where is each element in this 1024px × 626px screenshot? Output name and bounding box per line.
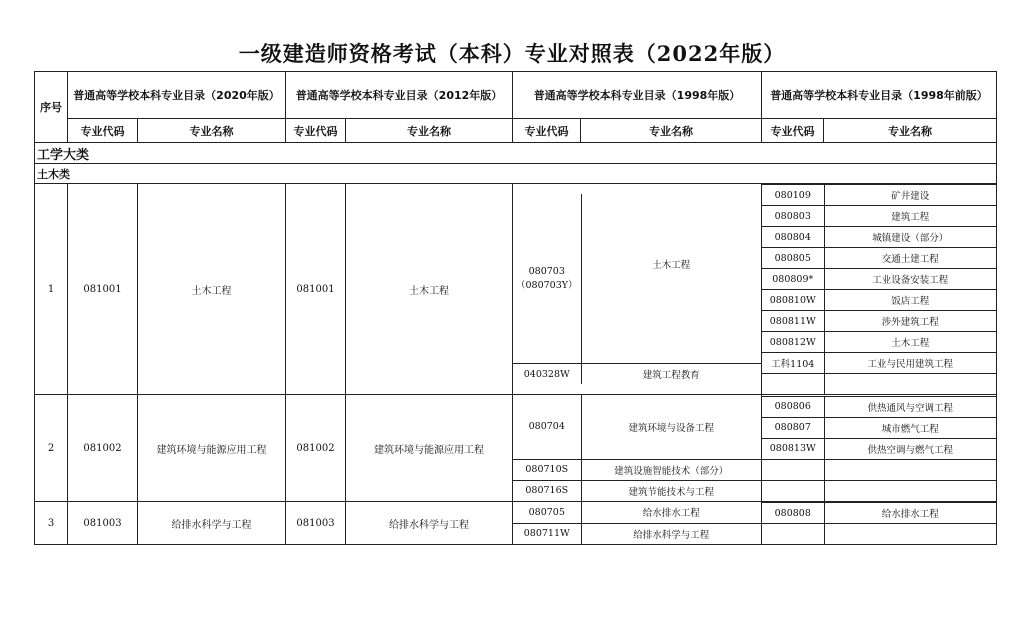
name-pre1998: 工业与民用建筑工程 xyxy=(824,353,996,374)
code-2020: 081002 xyxy=(68,395,138,502)
header-seq: 序号 xyxy=(35,72,68,143)
name-2020: 土木工程 xyxy=(138,184,286,395)
list-item xyxy=(762,438,996,459)
header-name: 专业名称 xyxy=(138,119,286,143)
header-name: 专业名称 xyxy=(346,119,513,143)
subcategory-row xyxy=(35,164,997,184)
list-item xyxy=(762,396,996,417)
list-item xyxy=(762,332,996,353)
code-pre1998: 080808 xyxy=(762,503,824,524)
name-pre1998: 矿井建设 xyxy=(824,185,996,206)
header-code: 专业代码 xyxy=(68,119,138,143)
category-main: 工学大类 xyxy=(35,143,997,164)
name-1998: 建筑节能技术与工程 xyxy=(581,480,761,501)
header-catalog-2020: 普通高等学校本科专业目录（2020年版） xyxy=(68,72,286,119)
name-pre1998: 城市燃气工程 xyxy=(824,417,996,438)
list-item xyxy=(762,290,996,311)
header-code: 专业代码 xyxy=(286,119,346,143)
code-2012: 081002 xyxy=(286,395,346,502)
header-catalog-2012: 普通高等学校本科专业目录（2012年版） xyxy=(286,72,513,119)
list-item xyxy=(762,503,996,524)
list-item xyxy=(762,311,996,332)
name-pre1998: 土木工程 xyxy=(824,332,996,353)
name-2012: 建筑环境与能源应用工程 xyxy=(346,395,513,502)
code-pre1998: 080807 xyxy=(762,417,824,438)
name-1998: 给水排水工程 xyxy=(581,502,761,523)
code-pre1998: 080803 xyxy=(762,206,824,227)
header-catalog-pre1998: 普通高等学校本科专业目录（1998年前版） xyxy=(762,72,997,119)
code-2012: 081003 xyxy=(286,502,346,545)
name-1998: 土木工程 xyxy=(581,194,761,364)
category-row xyxy=(35,143,997,164)
code-1998: 040328W xyxy=(513,364,581,385)
list-item xyxy=(762,206,996,227)
code-2012: 081001 xyxy=(286,184,346,395)
code-2020: 081001 xyxy=(68,184,138,395)
name-2020: 建筑环境与能源应用工程 xyxy=(138,395,286,502)
code-1998: 080716S xyxy=(513,480,581,501)
empty-row xyxy=(762,480,996,501)
list-item xyxy=(513,480,761,501)
list-item xyxy=(762,185,996,206)
catalog-pre1998-cell xyxy=(762,502,997,545)
name-pre1998: 供热通风与空调工程 xyxy=(824,396,996,417)
header-name: 专业名称 xyxy=(581,119,762,143)
code-pre1998: 080809* xyxy=(762,269,824,290)
name-pre1998: 城镇建设（部分） xyxy=(824,227,996,248)
list-item xyxy=(513,194,761,364)
code-1998: 080705 xyxy=(513,502,581,523)
code-1998: 080711W xyxy=(513,523,581,544)
header-name: 专业名称 xyxy=(824,119,997,143)
name-pre1998: 交通土建工程 xyxy=(824,248,996,269)
code-1998: 080703 （080703Y） xyxy=(513,194,581,364)
list-item xyxy=(513,395,761,459)
code-pre1998: 080811W xyxy=(762,311,824,332)
catalog-1998-cell xyxy=(513,502,762,545)
code-pre1998: 080812W xyxy=(762,332,824,353)
name-1998: 建筑环境与设备工程 xyxy=(581,395,761,459)
header-code: 专业代码 xyxy=(762,119,824,143)
table-row xyxy=(35,502,997,545)
name-1998: 建筑工程教育 xyxy=(581,364,761,385)
list-item xyxy=(513,459,761,480)
code-1998: 080710S xyxy=(513,459,581,480)
name-pre1998: 给水排水工程 xyxy=(824,503,996,524)
code-pre1998: 080109 xyxy=(762,185,824,206)
seq-cell: 2 xyxy=(35,395,68,502)
name-2012: 土木工程 xyxy=(346,184,513,395)
name-2012: 给排水科学与工程 xyxy=(346,502,513,545)
empty-row xyxy=(762,459,996,480)
empty-row xyxy=(762,374,996,395)
code-pre1998: 080806 xyxy=(762,396,824,417)
name-pre1998: 工业设备安装工程 xyxy=(824,269,996,290)
code-pre1998: 080813W xyxy=(762,438,824,459)
header-row-2 xyxy=(35,119,997,143)
list-item xyxy=(513,364,761,385)
header-code: 专业代码 xyxy=(513,119,581,143)
list-item xyxy=(762,269,996,290)
name-1998: 建筑设施智能技术（部分） xyxy=(581,459,761,480)
code-2020: 081003 xyxy=(68,502,138,545)
table-row xyxy=(35,395,997,502)
name-2020: 给排水科学与工程 xyxy=(138,502,286,545)
name-pre1998: 建筑工程 xyxy=(824,206,996,227)
header-catalog-1998: 普通高等学校本科专业目录（1998年版） xyxy=(513,72,762,119)
category-sub: 土木类 xyxy=(35,164,997,184)
code-1998: 080704 xyxy=(513,395,581,459)
empty-row xyxy=(762,524,996,545)
code-pre1998: 工科1104 xyxy=(762,353,824,374)
catalog-pre1998-cell xyxy=(762,395,997,502)
code-pre1998: 080804 xyxy=(762,227,824,248)
list-item xyxy=(762,353,996,374)
list-item xyxy=(762,227,996,248)
code-pre1998: 080805 xyxy=(762,248,824,269)
name-pre1998: 涉外建筑工程 xyxy=(824,311,996,332)
code-pre1998: 080810W xyxy=(762,290,824,311)
list-item xyxy=(762,417,996,438)
page-title: 一级建造师资格考试（本科）专业对照表（2022年版） xyxy=(238,41,786,66)
comparison-table xyxy=(34,71,997,545)
catalog-pre1998-cell xyxy=(762,184,997,395)
list-item xyxy=(513,523,761,544)
seq-cell: 1 xyxy=(35,184,68,395)
name-pre1998: 饭店工程 xyxy=(824,290,996,311)
table-row xyxy=(35,184,997,395)
header-row-1 xyxy=(35,72,997,119)
list-item xyxy=(513,502,761,523)
name-1998: 给排水科学与工程 xyxy=(581,523,761,544)
catalog-1998-cell xyxy=(513,184,762,395)
catalog-1998-cell xyxy=(513,395,762,502)
list-item xyxy=(762,248,996,269)
name-pre1998: 供热空调与燃气工程 xyxy=(824,438,996,459)
seq-cell: 3 xyxy=(35,502,68,545)
